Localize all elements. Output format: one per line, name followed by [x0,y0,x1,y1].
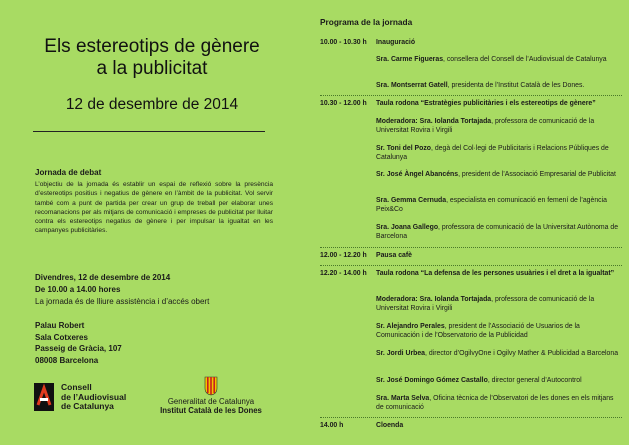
row-name: Moderadora: Sra. Iolanda Tortajada [376,296,492,303]
event-day: Divendres, 12 de desembre de 2014 [35,273,171,282]
row-text: Taula rodona “Estratègies publicitàries i els estereotips de gènere” [376,100,596,107]
row-text: , presidenta de l’Institut Català de les Dones. [447,82,585,89]
program-panel [312,0,622,445]
row-name: Sr. José Domingo Gómez Castallo [376,377,488,384]
venue-room: Sala Cotxeres [35,332,88,342]
document-title [30,36,274,80]
venue-city: 08008 Barcelona [35,355,99,365]
event-info [35,272,275,307]
cac-line-1: Consell [61,382,92,392]
row-name: Sra. Joana Gallego [376,224,439,231]
row-name: Moderadora: Sra. Iolanda Tortajada [376,118,492,125]
program-title: Programa de la jornada [320,17,413,27]
separator [320,265,622,266]
event-hours: De 10.00 a 14.00 hores [35,284,121,294]
event-date-heading: 12 de desembre de 2014 [65,96,239,113]
row-text: , president de l’Associació Empresarial de Publicitat [458,171,616,178]
row-text: , professora de comunicació de la Universitat Rovira i Virgili [376,118,595,134]
row-time: 12.00 - 12.20 h [320,252,367,259]
row-text: , professora de comunicació de la Universitat Rovira i Virgili [376,296,595,312]
row-text: , especialista en comunicació en femení de l’agència Peix&Co [376,197,607,213]
generalitat-line-2: Institut Català de les Dones [160,406,262,415]
divider [33,131,265,132]
cac-logo-icon [34,383,54,411]
row-name: Sra. Montserrat Gatell [376,82,448,89]
row-name: Sr. Toni del Pozo [376,145,431,152]
cac-line-2: de l’Audiovisual [61,391,127,402]
row-text: Pausa cafè [376,252,413,259]
row-name: Sra. Gemma Cernuda [376,197,447,204]
left-panel [0,0,300,445]
row-time: 12.20 - 14.00 h [320,270,367,277]
event-note: La jornada és de lliure assistència i d’accés obert [35,296,210,306]
venue [35,320,122,366]
row-text: Taula rodona “La defensa de les persones usuàries i el dret a la igualtat” [376,270,615,277]
venue-street: Passeig de Gràcia, 107 [35,344,122,354]
row-name: Sr. Jordi Urbea [376,350,426,357]
separator [320,95,622,96]
row-text: , degà del Col·legi de Publicitaris i Relacions Públiques de Catalunya [376,145,609,161]
generalitat-shield-icon [204,376,218,396]
row-time: 10.00 - 10.30 h [320,39,367,46]
cac-line-3: de Catalunya [61,401,114,412]
row-text: Inauguració [376,39,416,46]
row-name: Sra. Carme Figueras [376,56,444,63]
title-line-2: a la publicitat [96,58,208,79]
separator [320,417,622,418]
title-line-1: Els estereotips de gènere [44,36,260,57]
generalitat-line-1: Generalitat de Catalunya [167,397,255,406]
row-text: , director general d’Autocontrol [487,377,582,384]
row-text: , director d’OgilvyOne i Ogilvy Mather & Publicidad a Barcelona [425,350,619,357]
row-name: Sra. Marta Selva [376,395,430,402]
generalitat-logo [148,376,274,415]
description-text: L’objectiu de la jornada és establir un espai de reflexió sobre la presència d’estereotips positius i negatius de gènere en l’àmbit de la publicitat. Vol servir també com a punt de partida per crear un grup de treball per elaborar unes recomanacions per als mitjans de comunicació i empreses de publicitat per lluitar contra els estereotips negatius de gènere i per impulsar la igualtat en les campanyes publicitàries. [35,181,273,235]
row-text: Cloenda [376,422,404,429]
row-name: Sr. José Àngel Abancéns [376,171,459,178]
section-title: Jornada de debat [35,168,102,177]
row-time: 10.30 - 12.00 h [320,100,367,107]
row-name: Sr. Alejandro Perales [376,323,445,330]
row-text: , consellera del Consell de l’Audiovisual de Catalunya [443,56,607,63]
venue-name: Palau Robert [35,321,85,330]
row-text: , Oficina tècnica de l’Observatori de les dones en els mitjans de comunicació [376,395,614,411]
row-time: 14.00 h [320,422,344,429]
row-text: , professora de comunicació de la Universitat Autònoma de Barcelona [376,224,619,240]
cac-logo [34,383,126,412]
separator [320,247,622,248]
row-text: , president de l’Associació de Usuarios de la Comunicación i de l’Observatorio de la Publicidad [376,323,580,339]
